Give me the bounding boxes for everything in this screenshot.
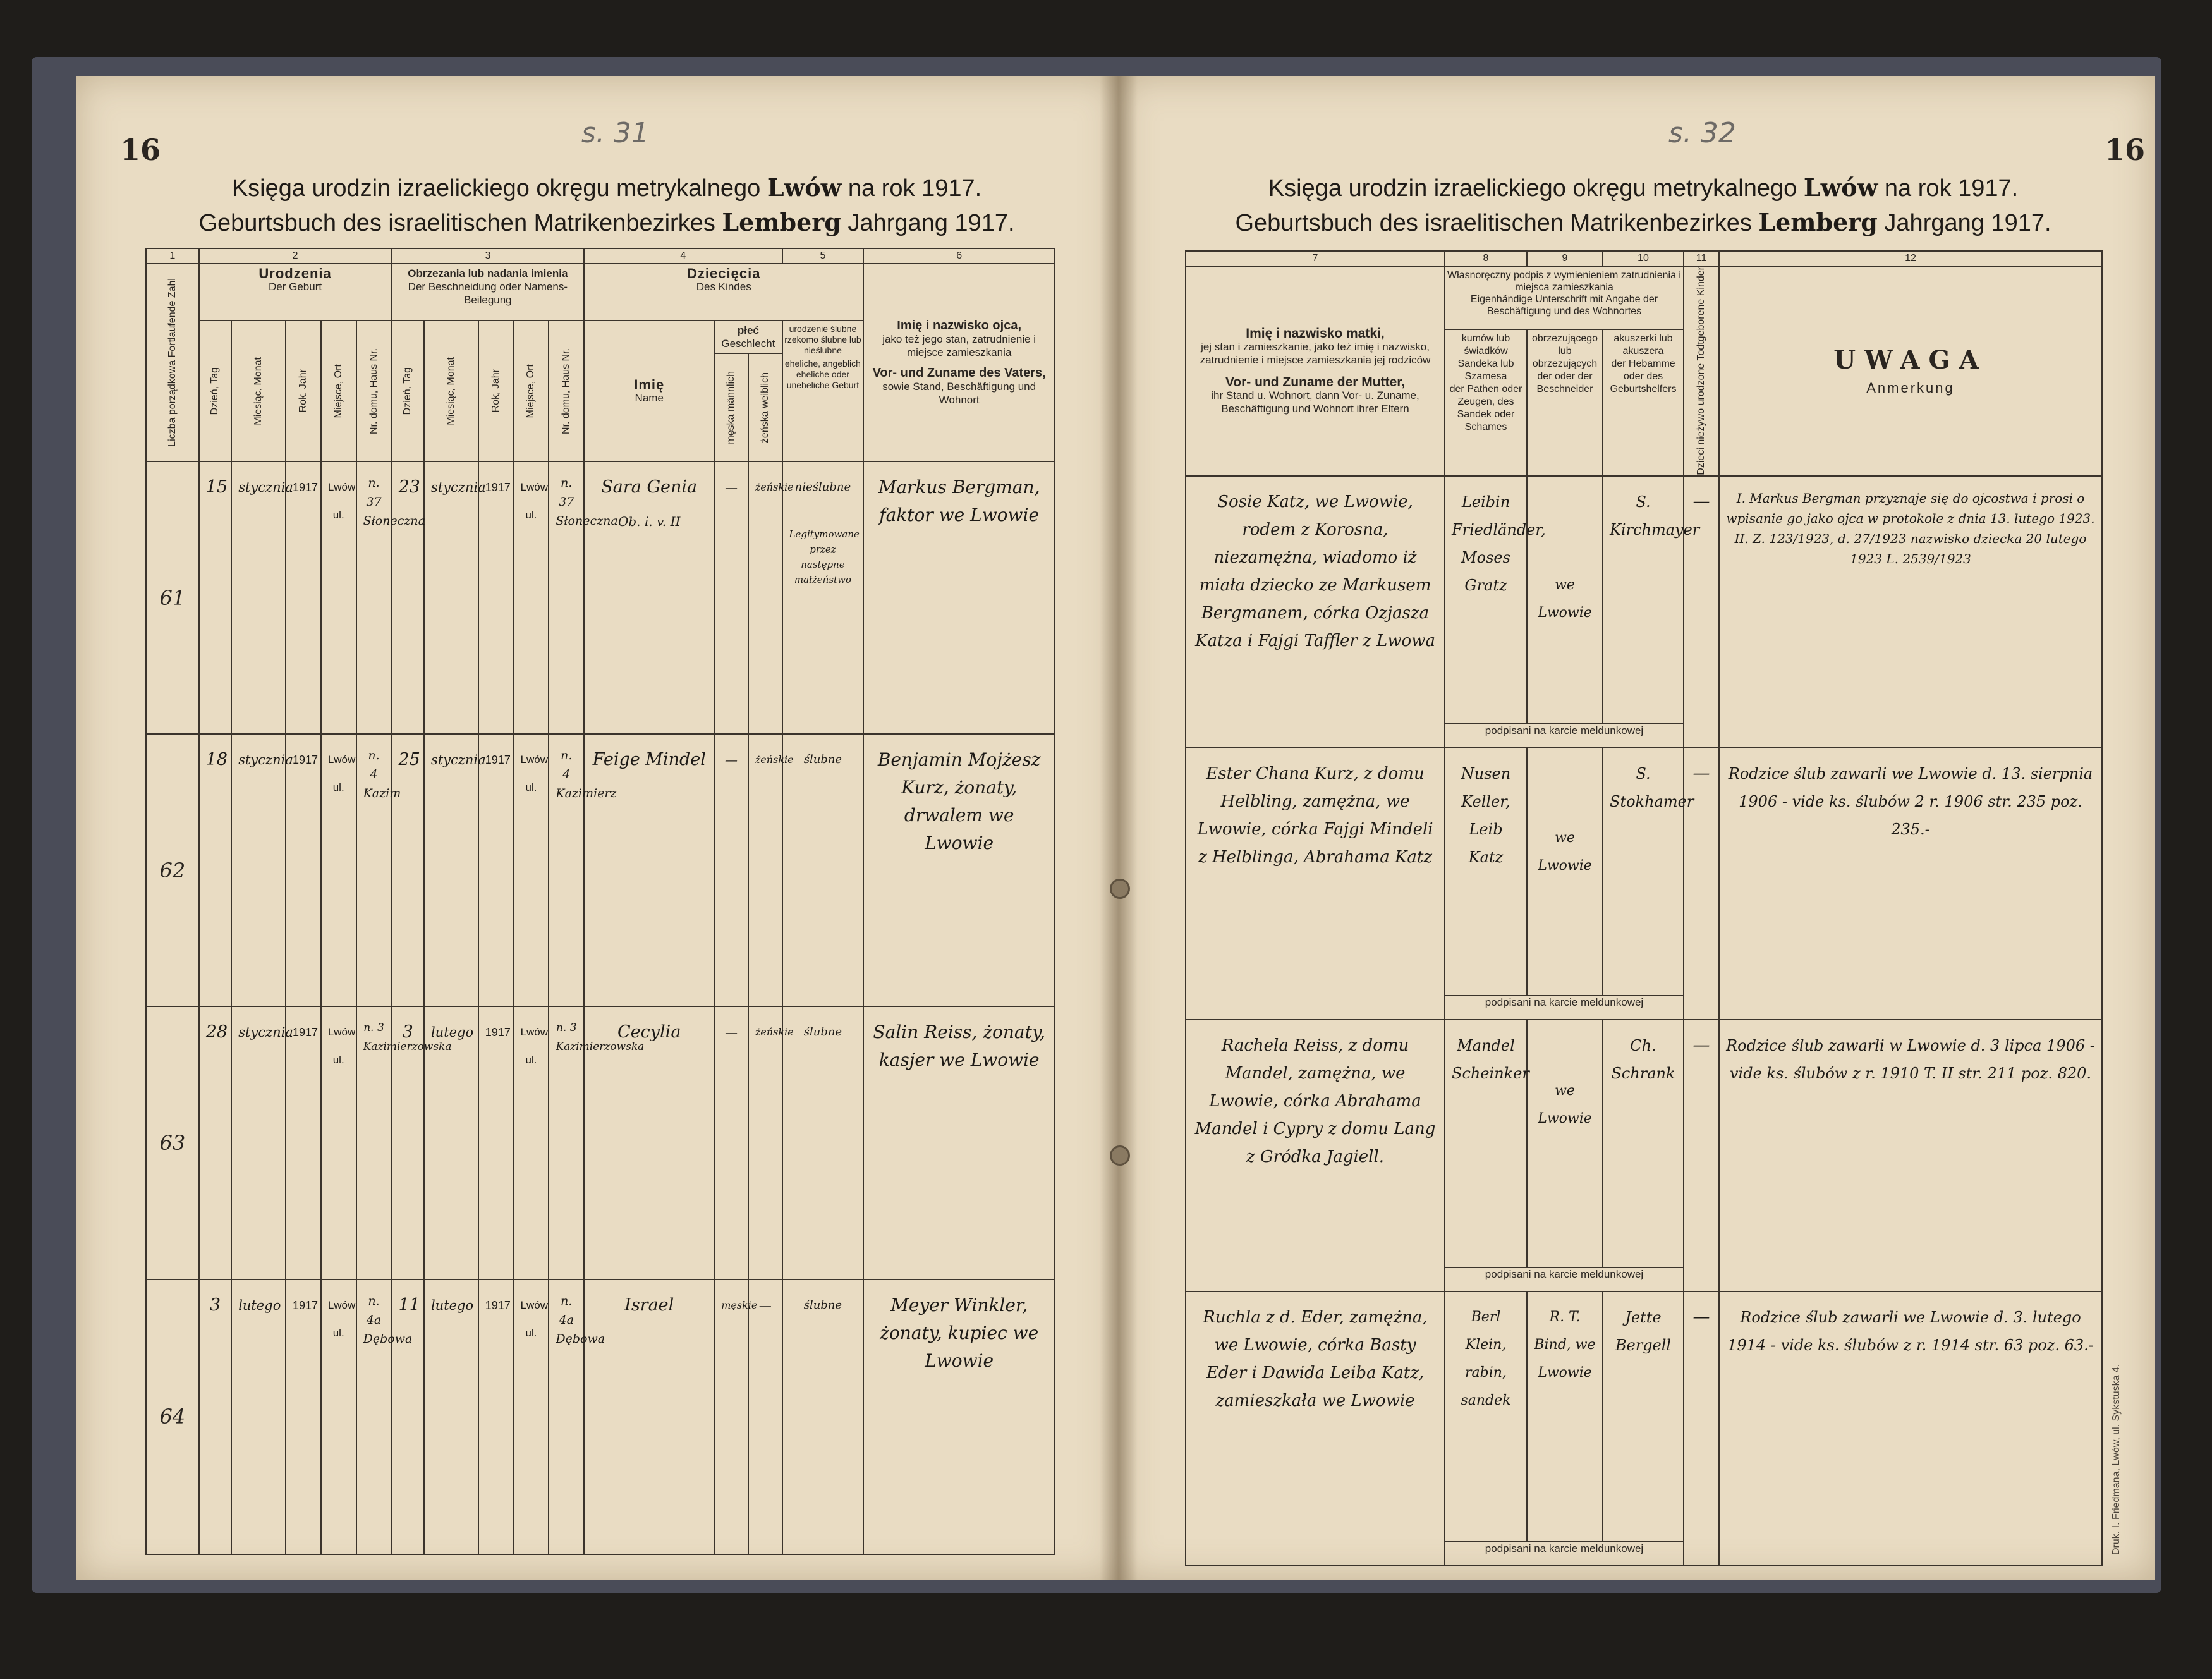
header-dzien: Dzień, Tag <box>391 321 424 461</box>
circumcision-house: n. 4 Kazimierz <box>549 734 584 1006</box>
remarks: Rodzice ślub zawarli w Lwowie d. 3 lipca 1906 - vide ks. ślubów z r. 1910 T. II str. 211 poz. 820. <box>1719 1020 2102 1291</box>
mother: Ester Chana Kurz, z domu Helbling, zamężna, we Lwowie, córka Fajgi Mindeli z Helblinga, Abrahama Katz <box>1186 748 1445 1020</box>
circumcision-day: 23 <box>391 461 424 734</box>
table-row <box>1186 748 2102 996</box>
birth-year: 1917 <box>286 734 321 1006</box>
column-number: 5 <box>782 248 864 264</box>
header-ojciec: Imię i nazwisko ojca, jako też jego stan, zatrudnienie i miejsce zamieszkania Vor- und Zuname des Vaters, sowie Stand, Beschäftigung und Wohnort <box>863 264 1055 461</box>
page-number-left: 16 <box>120 133 161 167</box>
header-rok: Rok, Jahr <box>478 321 514 461</box>
pencil-folio-left: s. 31 <box>581 117 649 149</box>
birth-year: 1917 <box>286 1006 321 1279</box>
table-row <box>1186 476 2102 724</box>
header-akuszerki: akuszerki lub akuszera der Hebamme oder des Geburtshelfers <box>1603 329 1684 476</box>
birth-register-table-right <box>1185 250 2103 1566</box>
remarks: I. Markus Bergman przyznaje się do ojcostwa i prosi o wpisanie go jako ojca w protokole z dnia 13. lutego 1923. II. Z. 123/1923, d. 27/1923 nazwisko dziecka 20 lutego 1923 L. 2539/1923 <box>1719 476 2102 748</box>
column-number: 8 <box>1445 251 1527 266</box>
column-number: 10 <box>1603 251 1684 266</box>
birth-month: stycznia <box>231 734 286 1006</box>
header-miejsce: Miejsce, Ort <box>321 321 356 461</box>
birth-month: stycznia <box>231 461 286 734</box>
table-row <box>146 461 1055 734</box>
midwife: S. Kirchmayer <box>1603 476 1684 724</box>
header-nr-domu: Nr. domu, Haus Nr. <box>356 321 392 461</box>
header-kumow: kumów lub świadków Sandeka lub Szamesa der Pathen oder Zeugen, des Sandek oder Schames <box>1445 329 1527 476</box>
sex-female: żeńskie <box>748 461 782 734</box>
birth-register-table-left <box>145 248 1055 1555</box>
circumcision-place: Lwów ul. <box>514 734 549 1006</box>
circumcision-month: stycznia <box>424 734 478 1006</box>
witness: Mandel Scheinker <box>1445 1020 1527 1267</box>
birth-year: 1917 <box>286 1279 321 1554</box>
father: Salin Reiss, żonaty, kasjer we Lwowie <box>863 1006 1055 1279</box>
circumciser: we Lwowie <box>1527 476 1603 724</box>
column-number: 3 <box>391 248 584 264</box>
header-imie: Imię Name <box>584 321 714 461</box>
mother: Sosie Katz, we Lwowie, rodem z Korosna, niezamężna, wiadomo iż miała dziecko ze Markusem Bergmanem, córka Ozjasza Katza i Fajgi Taffler z Lwowa <box>1186 476 1445 748</box>
header-meska: męska männlich <box>714 353 748 461</box>
header-podpis: Własnoręczny podpis z wymienieniem zatrudnienia i miejsca zamieszkania Eigenhändige Unterschrift mit Angabe der Beschäftigung und des Wohnortes <box>1445 266 1684 329</box>
stillborn: — <box>1684 1020 1719 1291</box>
podpisani-note: podpisani na karcie meldunkowej <box>1445 1267 1684 1291</box>
birth-month: stycznia <box>231 1006 286 1279</box>
podpisani-note: podpisani na karcie meldunkowej <box>1445 1542 1684 1566</box>
child-name: Israel <box>584 1279 714 1554</box>
circumcision-house: n. 3 Kazimierzowska <box>549 1006 584 1279</box>
table-row <box>146 1006 1055 1279</box>
midwife: Ch. Schrank <box>1603 1020 1684 1267</box>
midwife: Jette Bergell <box>1603 1291 1684 1542</box>
column-number: 11 <box>1684 251 1719 266</box>
circumcision-day: 11 <box>391 1279 424 1554</box>
legitimacy: nieślubne Legitymowane przez następne małżeństwo <box>782 461 864 734</box>
stillborn: — <box>1684 748 1719 1020</box>
header-plec: płeć Geschlecht <box>714 321 782 353</box>
circumcision-month: stycznia <box>424 461 478 734</box>
header-rok: Rok, Jahr <box>286 321 321 461</box>
sex-male: — <box>714 461 748 734</box>
header-miesiac: Miesiąc, Monat <box>231 321 286 461</box>
legitimacy: ślubne <box>782 1279 864 1554</box>
header-miesiac: Miesiąc, Monat <box>424 321 478 461</box>
stillborn: — <box>1684 476 1719 748</box>
sex-female: żeńskie <box>748 734 782 1006</box>
sex-female: żeńskie <box>748 1006 782 1279</box>
circumcision-year: 1917 <box>478 734 514 1006</box>
header-dzieci-niezywo: Dzieci nieżywo urodzone Todtgeborene Kinder <box>1684 266 1719 476</box>
printer-imprint: Druk. I. Friedmana, Lwów, ul. Sykstuska 4. <box>2111 1364 2122 1555</box>
table-row <box>1186 1291 2102 1542</box>
header-urodzenia: Urodzenia Der Geburt <box>199 264 392 321</box>
birth-house: n. 4 Kazim <box>356 734 392 1006</box>
birth-place: Lwów ul. <box>321 734 356 1006</box>
mother: Ruchla z d. Eder, zamężna, we Lwowie, córka Basty Eder i Dawida Leiba Katz, zamieszkała we Lwowie <box>1186 1291 1445 1566</box>
witness: Berl Klein, rabin, sandek <box>1445 1291 1527 1542</box>
column-number: 7 <box>1186 251 1445 266</box>
register-title-left: Księga urodzin izraelickiego okręgu metrykalnego Lwów na rok 1917. Geburtsbuch des israelitischen Matrikenbezirkes Lemberg Jahrgang 1917. <box>198 173 1015 236</box>
podpisani-note: podpisani na karcie meldunkowej <box>1445 724 1684 748</box>
circumciser: we Lwowie <box>1527 748 1603 996</box>
entry-number: 63 <box>146 1006 199 1279</box>
witness: Nusen Keller, Leib Katz <box>1445 748 1527 996</box>
header-uwaga: UWAGA Anmerkung <box>1719 266 2102 476</box>
register-title-right: Księga urodzin izraelickiego okręgu metrykalnego Lwów na rok 1917. Geburtsbuch des israelitischen Matrikenbezirkes Lemberg Jahrgang 1917. <box>1235 173 2051 236</box>
child-name: Cecylia <box>584 1006 714 1279</box>
header-zenska: żeńska weiblich <box>748 353 782 461</box>
birth-house: n. 4a Dębowa <box>356 1279 392 1554</box>
column-number: 9 <box>1527 251 1603 266</box>
column-number: 4 <box>584 248 782 264</box>
circumcision-month: lutego <box>424 1006 478 1279</box>
mother: Rachela Reiss, z domu Mandel, zamężna, we Lwowie, córka Abrahama Mandel i Cypry z domu Lang z Gródka Jagiell. <box>1186 1020 1445 1291</box>
entry-number: 64 <box>146 1279 199 1554</box>
sex-male: — <box>714 734 748 1006</box>
remarks: Rodzice ślub zawarli we Lwowie d. 13. sierpnia 1906 - vide ks. ślubów 2 r. 1906 str. 235 poz. 235.- <box>1719 748 2102 1020</box>
stillborn: — <box>1684 1291 1719 1566</box>
page-number-right: 16 <box>2105 133 2146 167</box>
birth-day: 3 <box>199 1279 232 1554</box>
witness: Leibin Friedländer, Moses Gratz <box>1445 476 1527 724</box>
circumcision-year: 1917 <box>478 1006 514 1279</box>
child-name: Sara Genia Ob. i. v. II <box>584 461 714 734</box>
birth-place: Lwów ul. <box>321 461 356 734</box>
column-number: 1 <box>146 248 199 264</box>
birth-place: Lwów ul. <box>321 1006 356 1279</box>
book-gutter <box>1100 76 1138 1580</box>
circumciser: we Lwowie <box>1527 1020 1603 1267</box>
circumcision-day: 25 <box>391 734 424 1006</box>
header-urodzenie: urodzenie ślubne rzekomo ślubne lub nieślubne eheliche, angeblich eheliche oder uneheliche Geburt <box>782 321 864 461</box>
father: Benjamin Mojżesz Kurz, żonaty, drwalem we Lwowie <box>863 734 1055 1006</box>
circumcision-house: n. 4a Dębowa <box>549 1279 584 1554</box>
birth-day: 28 <box>199 1006 232 1279</box>
header-obrzezujacego: obrzezującego lub obrzezujących der oder der Beschneider <box>1527 329 1603 476</box>
father: Markus Bergman, faktor we Lwowie <box>863 461 1055 734</box>
birth-place: Lwów ul. <box>321 1279 356 1554</box>
circumcision-day: 3 <box>391 1006 424 1279</box>
circumcision-house: n. 37 Słoneczna <box>549 461 584 734</box>
sex-male: męskie <box>714 1279 748 1554</box>
circumcision-month: lutego <box>424 1279 478 1554</box>
sex-male: — <box>714 1006 748 1279</box>
sex-female: — <box>748 1279 782 1554</box>
header-miejsce: Miejsce, Ort <box>514 321 549 461</box>
header-matka: Imię i nazwisko matki, jej stan i zamieszkanie, jako też imię i nazwisko, zatrudnienie i miejsce zamieszkania jej rodziców Vor- und Zuname der Mutter, ihr Stand u. Wohnort, dann Vor- u. Zuname, Beschäftigung und Wohnort ihrer Eltern <box>1186 266 1445 476</box>
remarks: Rodzice ślub zawarli we Lwowie d. 3. lutego 1914 - vide ks. ślubów z r. 1914 str. 63 poz. 63.- <box>1719 1291 2102 1566</box>
child-name: Feige Mindel <box>584 734 714 1006</box>
podpisani-note: podpisani na karcie meldunkowej <box>1445 996 1684 1020</box>
table-row <box>146 1279 1055 1554</box>
binding-stitch <box>1110 879 1130 899</box>
circumcision-year: 1917 <box>478 1279 514 1554</box>
legitimacy: ślubne <box>782 734 864 1006</box>
header-nr-domu: Nr. domu, Haus Nr. <box>549 321 584 461</box>
column-number: 2 <box>199 248 392 264</box>
header-dziecka: Dziecięcia Des Kindes <box>584 264 863 321</box>
birth-house: n. 37 Słoneczna <box>356 461 392 734</box>
circumcision-place: Lwów ul. <box>514 1279 549 1554</box>
birth-day: 15 <box>199 461 232 734</box>
header-dzien: Dzień, Tag <box>199 321 232 461</box>
binding-stitch <box>1110 1145 1130 1166</box>
header-obrzezania: Obrzezania lub nadania imienia Der Beschneidung oder Namens-Beilegung <box>391 264 584 321</box>
circumcision-place: Lwów ul. <box>514 461 549 734</box>
entry-number: 62 <box>146 734 199 1006</box>
table-row <box>146 734 1055 1006</box>
circumciser: R. T. Bind, we Lwowie <box>1527 1291 1603 1542</box>
entry-number: 61 <box>146 461 199 734</box>
birth-year: 1917 <box>286 461 321 734</box>
birth-house: n. 3 Kazimierzowska <box>356 1006 392 1279</box>
midwife: S. Stokhamer <box>1603 748 1684 996</box>
column-number: 6 <box>863 248 1055 264</box>
birth-month: lutego <box>231 1279 286 1554</box>
pencil-folio-right: s. 32 <box>1668 117 1736 149</box>
father: Meyer Winkler, żonaty, kupiec we Lwowie <box>863 1279 1055 1554</box>
table-row <box>1186 1020 2102 1267</box>
legitimacy: ślubne <box>782 1006 864 1279</box>
birth-day: 18 <box>199 734 232 1006</box>
header-liczba: Liczba porządkowa Fortlaufende Zahl <box>146 264 199 461</box>
column-number: 12 <box>1719 251 2102 266</box>
circumcision-place: Lwów ul. <box>514 1006 549 1279</box>
circumcision-year: 1917 <box>478 461 514 734</box>
